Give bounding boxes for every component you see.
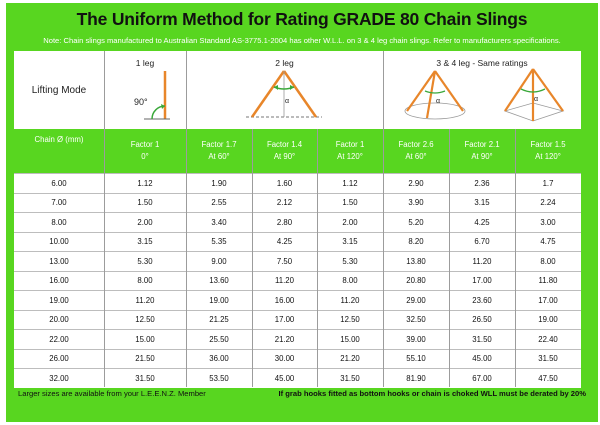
wll-cell: 3.00	[540, 217, 556, 227]
column-header-2-leg-90	[252, 129, 317, 173]
table-row	[14, 251, 581, 271]
wll-cell: 19.00	[538, 315, 558, 325]
lifting-mode-header	[14, 51, 581, 129]
wll-cell: 5.30	[137, 256, 153, 266]
wll-cell: 21.20	[274, 334, 295, 344]
wll-cell: 1.90	[211, 178, 227, 188]
wll-cell: 4.25	[474, 217, 490, 227]
wll-cell: 25.50	[209, 334, 229, 344]
table-row	[14, 212, 581, 232]
wll-cell: 8.00	[540, 256, 556, 266]
column-header-2-leg-120	[317, 129, 383, 173]
wll-cell: 13.80	[406, 256, 426, 266]
wll-cell: 20.80	[406, 276, 426, 286]
wll-cell: 45.00	[274, 373, 295, 383]
column-factor: Factor 1.7	[201, 140, 237, 149]
column-header-3-4-leg-90	[449, 129, 515, 173]
wll-cell: 21.20	[340, 354, 360, 364]
wll-cell: 5.30	[342, 256, 358, 266]
wll-cell: 15.00	[135, 334, 155, 344]
three-four-leg-diagram	[383, 51, 581, 129]
chain-diameter-cell: 13.00	[49, 256, 69, 266]
column-divider	[104, 51, 105, 387]
wll-cell: 26.50	[472, 315, 492, 325]
table-row	[14, 271, 581, 291]
wll-cell: 9.00	[211, 256, 227, 266]
wll-cell: 4.75	[540, 237, 556, 247]
column-factor: Factor 1	[130, 140, 160, 149]
chain-diameter-cell: 16.00	[49, 276, 69, 286]
column-factor: Factor 1.4	[266, 140, 303, 149]
wll-cell: 11.80	[538, 276, 558, 286]
wll-cell: 31.50	[472, 334, 492, 344]
footer-larger-sizes-note: Larger sizes are available from your L.E.E.N.Z. Member	[18, 389, 206, 398]
wll-cell: 2.36	[474, 178, 490, 188]
wll-cell: 5.35	[211, 237, 227, 247]
wll-cell: 22.40	[538, 334, 558, 344]
column-header-1-leg	[104, 129, 186, 173]
wll-cell: 2.24	[540, 198, 556, 208]
wll-cell: 12.50	[135, 315, 155, 325]
wll-cell: 12.50	[340, 315, 360, 325]
wll-cell: 36.00	[209, 354, 229, 364]
table-row	[14, 349, 581, 369]
wll-cell: 11.20	[275, 276, 294, 286]
column-angle: 0°	[141, 152, 149, 161]
wll-cell: 31.50	[340, 373, 360, 383]
table-row	[14, 310, 581, 330]
column-divider	[252, 129, 253, 387]
chain-diameter-cell: 8.00	[51, 217, 67, 227]
wll-cell: 3.15	[137, 237, 153, 247]
chain-diameter-cell: 10.00	[49, 237, 69, 247]
column-header-3-4-leg-60	[383, 129, 449, 173]
wll-cell: 1.12	[137, 178, 153, 188]
column-angle: At 120°	[337, 152, 363, 161]
wll-cell: 2.00	[137, 217, 153, 227]
wll-cell: 2.00	[342, 217, 358, 227]
three-leg-alpha-label: α	[436, 98, 441, 105]
wll-cell: 29.00	[406, 295, 426, 305]
column-angle: At 90°	[471, 152, 493, 161]
column-factor: Factor 2.1	[464, 140, 500, 149]
table-row	[14, 232, 581, 252]
wll-cell: 1.7	[542, 178, 554, 188]
wll-cell: 21.50	[135, 354, 155, 364]
wll-cell: 47.50	[538, 373, 558, 383]
table-row	[14, 193, 581, 213]
column-divider	[515, 129, 516, 387]
wll-cell: 11.20	[340, 295, 360, 305]
chain-diameter-cell: 26.00	[49, 354, 69, 364]
standards-note: Note: Chain slings manufactured to Australian Standard AS-3775.1-2004 has other W.L.L. on 3 & 4 leg chain slings. Refer to manufacturers specifications.	[43, 36, 561, 45]
wll-cell: 8.00	[137, 276, 153, 286]
wll-cell: 6.70	[474, 237, 490, 247]
wll-cell: 15.00	[340, 334, 360, 344]
lifting-mode-label: Lifting Mode	[31, 84, 87, 96]
footer-derating-warning: If grab hooks fitted as bottom hooks or chain is choked WLL must be derated by 20%	[278, 389, 586, 398]
wll-cell: 1.60	[276, 178, 293, 188]
chain-diameter-cell: 19.00	[49, 295, 69, 305]
wll-cell: 16.00	[274, 295, 295, 305]
chain-diameter-header: Chain Ø (mm)	[34, 134, 84, 144]
wll-cell: 5.20	[408, 217, 424, 227]
wll-cell: 55.10	[406, 354, 426, 364]
wll-cell: 8.00	[342, 276, 358, 286]
chain-diameter-cell: 20.00	[49, 315, 69, 325]
wll-cell: 17.00	[274, 315, 295, 325]
two-leg-label: 2 leg	[275, 58, 294, 68]
wll-cell: 1.12	[342, 178, 358, 188]
column-header-3-4-leg-120	[515, 129, 581, 173]
four-leg-alpha-label: α	[534, 96, 539, 103]
wll-cell: 3.90	[408, 198, 424, 208]
wll-cell: 2.55	[211, 198, 227, 208]
wll-cell: 21.25	[209, 315, 229, 325]
wll-cell: 19.00	[209, 295, 229, 305]
wll-cell: 1.50	[137, 198, 153, 208]
wll-cell: 2.80	[276, 217, 293, 227]
column-divider	[186, 51, 187, 387]
page-title: The Uniform Method for Rating GRADE 80 Chain Slings	[76, 9, 528, 29]
wll-cell: 23.60	[472, 295, 492, 305]
wll-cell: 31.50	[135, 373, 155, 383]
wll-cell: 81.90	[406, 373, 426, 383]
three-leg-cone	[405, 71, 465, 119]
wll-cell: 8.20	[408, 237, 424, 247]
wll-cell: 45.00	[472, 354, 492, 364]
column-divider	[317, 129, 318, 387]
wll-cell: 13.60	[209, 276, 229, 286]
two-leg-diagram	[186, 51, 383, 129]
one-leg-angle-label: 90°	[134, 97, 148, 107]
table-row	[14, 290, 581, 310]
wll-cell: 17.00	[538, 295, 558, 305]
chain-sling-rating-sheet	[6, 3, 598, 422]
wll-cell: 32.50	[406, 315, 426, 325]
column-factor: Factor 1	[335, 140, 365, 149]
wll-cell: 3.40	[211, 217, 227, 227]
two-leg-alpha-label: α	[285, 98, 290, 105]
table-row	[14, 368, 581, 388]
chain-diameter-cell: 7.00	[51, 198, 67, 208]
four-leg-cone	[505, 69, 563, 121]
column-header-2-leg-60	[186, 129, 252, 173]
chain-diameter-cell: 32.00	[49, 373, 69, 383]
chain-diameter-cell: 22.00	[49, 334, 69, 344]
wll-cell: 1.50	[342, 198, 358, 208]
wll-cell: 3.15	[342, 237, 358, 247]
three-four-leg-label: 3 & 4 leg - Same ratings	[436, 58, 528, 68]
column-angle: At 60°	[405, 152, 427, 161]
wll-cell: 2.12	[276, 198, 293, 208]
wll-cell: 67.00	[472, 373, 492, 383]
wll-cell: 31.50	[538, 354, 558, 364]
column-factor: Factor 1.5	[530, 140, 566, 149]
chain-diameter-cell: 6.00	[51, 178, 67, 188]
wll-cell: 7.50	[276, 256, 293, 266]
rating-table	[14, 51, 581, 387]
wll-cell: 3.15	[474, 198, 490, 208]
wll-cell: 4.25	[276, 237, 293, 247]
table-row	[14, 329, 581, 349]
column-angle: At 120°	[535, 152, 561, 161]
wll-cell: 53.50	[209, 373, 229, 383]
one-leg-label: 1 leg	[135, 58, 155, 68]
table-row	[14, 173, 581, 193]
column-angle: At 90°	[273, 152, 296, 161]
wll-cell: 17.00	[472, 276, 492, 286]
one-leg-diagram	[104, 51, 186, 129]
wll-cell: 2.90	[408, 178, 424, 188]
column-divider	[383, 51, 384, 387]
wll-cell: 11.20	[472, 256, 492, 266]
wll-cell: 30.00	[274, 354, 295, 364]
column-factor: Factor 2.6	[398, 140, 434, 149]
wll-cell: 39.00	[406, 334, 426, 344]
column-angle: At 60°	[208, 152, 230, 161]
wll-cell: 11.20	[135, 295, 155, 305]
column-divider	[449, 129, 450, 387]
